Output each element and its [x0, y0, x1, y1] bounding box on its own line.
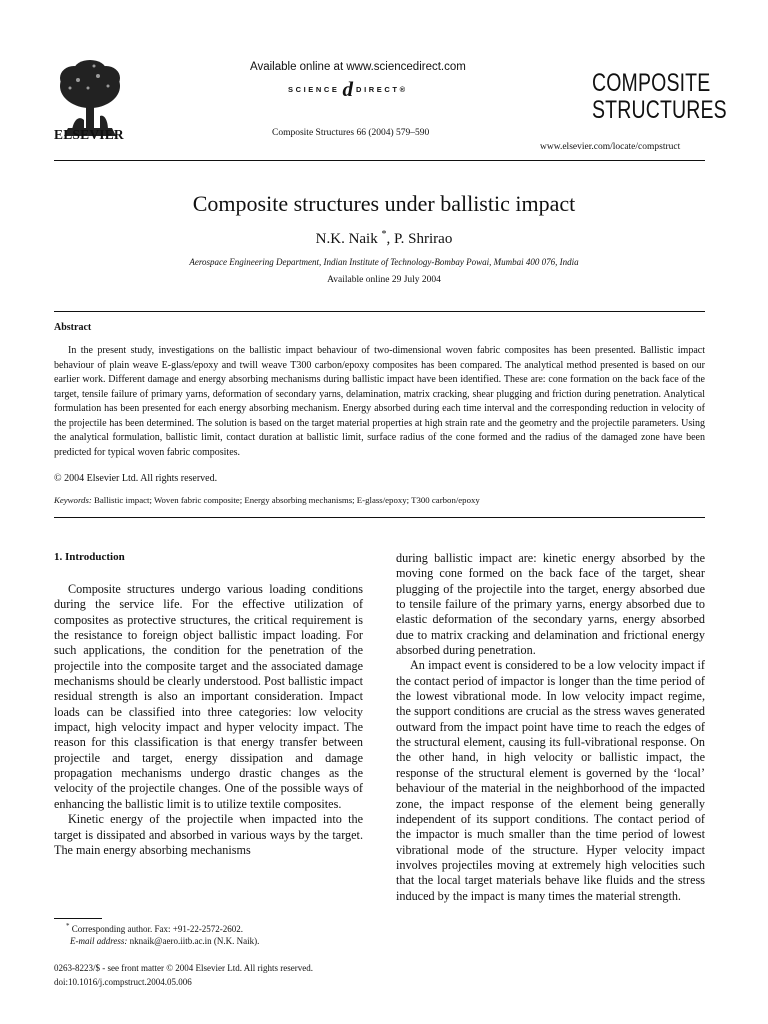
corresponding-author-mark[interactable]: *	[381, 229, 387, 240]
journal-name-line2: STRUCTURES	[592, 96, 727, 124]
journal-logo	[592, 70, 727, 124]
footnote-corresponding-author	[66, 922, 243, 934]
keywords-label: Keywords:	[54, 495, 92, 505]
sciencedirect-left: SCIENCE	[288, 84, 340, 94]
sciencedirect-right: DIRECT®	[356, 84, 408, 94]
author-naik: N.K. Naik	[315, 231, 382, 247]
article-title: Composite structures under ballistic impact	[192, 191, 576, 216]
abstract-divider	[54, 311, 705, 312]
author-affiliation: Aerospace Engineering Department, Indian Institute of Technology-Bombay Powai, Mumbai 400 076, India	[189, 257, 579, 267]
publisher-name: ELSEVIER	[54, 127, 124, 142]
abstract-copyright: © 2004 Elsevier Ltd. All rights reserved.	[54, 473, 218, 484]
keywords	[54, 495, 480, 505]
email-address-link[interactable]: nknaik@aero.iitb.ac.in (N.K. Naik).	[127, 936, 260, 946]
email-label: E-mail address:	[70, 936, 128, 946]
sciencedirect-at-icon: d	[342, 77, 354, 101]
keywords-list: Ballistic impact; Woven fabric composite; Energy absorbing mechanisms; E-glass/epoxy; T300 carbon/epoxy	[91, 495, 480, 505]
available-online-date: Available online 29 July 2004	[327, 275, 441, 285]
journal-citation: Composite Structures 66 (2004) 579–590	[272, 128, 430, 138]
footnote-email	[70, 936, 259, 946]
keywords-divider	[54, 517, 705, 518]
paragraph: An impact event is considered to be a low velocity impact if the contact period of impactor is longer than the time period of the lowest vibrational mode. In low velocity impact regime, the support conditions are crucial as the stress waves generated outward from the impact point have time to reach the edges of the structural element, causing its full-vibrational response. On the other hand, in high velocity or ballistic impact, the response of the structural element is governed by the ‘local’ behaviour of the material in the neighborhood of the impacted zone, the impact response of the element being generally independent of its support conditions. The contact period of the impactor is much smaller than the time period of lowest vibrational mode of the structure. Hyper velocity impact involves projectiles moving at extremely high velocities such that the local target materials behave like fluids and the stress induced by the impact is many times the material strength.	[396, 658, 705, 903]
article-authors	[0, 229, 768, 248]
paragraph: during ballistic impact are: kinetic energy absorbed by the moving cone formed on the back face of the target, shear plugging of the projectile into the target, energy absorbed due to tensile failure of the primary yarns, energy absorbed due to elastic deformation of the secondary yarns, energy absorbed due to matrix cracking and delamination and frictional energy absorbed during penetration.	[396, 551, 705, 658]
left-column	[54, 582, 363, 858]
footnote-mark: *	[66, 922, 70, 930]
section-heading: 1. Introduction	[54, 551, 125, 563]
paragraph: Composite structures undergo various loading conditions during the service life. For the effective utilization of composites as protective structures, the critical requirement is the resistance to foreign object ballistic impact loading. For such applications, the condition for the penetration of the projectile into the composite target and the associated damage mechanisms should be clearly understood. Post ballistic impact residual strength is also an important consideration. Impact loads can be classified into three categories: low velocity impact, high velocity impact and hyper velocity impact. The reason for this classification is that energy transfer between projectile and target, energy dissipation and damage propagation mechanisms undergo drastic changes as the velocity of the projectile changes. One of the possible ways of enhancing the ballistic limit is to utilize textile composites.	[54, 582, 363, 811]
abstract-heading: Abstract	[54, 322, 92, 333]
footnote-text: Corresponding author. Fax: +91-22-2572-2602.	[69, 924, 244, 934]
header-divider	[54, 160, 705, 161]
journal-name-line1: COMPOSITE	[592, 69, 711, 97]
available-online-text[interactable]: Available online at www.sciencedirect.com	[250, 61, 466, 73]
right-column	[396, 551, 705, 904]
sciencedirect-logo	[288, 77, 408, 101]
footnote-divider	[54, 918, 102, 919]
doi-link[interactable]: doi:10.1016/j.compstruct.2004.05.006	[54, 977, 192, 987]
abstract-text: In the present study, investigations on the ballistic impact behaviour of two-dimensional woven fabric composites has been presented. Ballistic impact behaviour of plain weave E-glass/epoxy and twill weave T300 carbon/epoxy composites has been compared. The analytical method presented is based on our earlier work. Different damage and energy absorbing mechanisms during ballistic impact have been identified. These are: cone formation on the back face of the target, tensile failure of primary yarns, deformation of secondary yarns, delamination, matrix cracking, shear plugging and friction during penetration. Analytical formulation has been presented for each energy absorbing mechanism. Energy absorbed during each time interval and the corresponding reduction in velocity of the projectile has been determined. The solution is based on the target material properties at high strain rate and the geometry and the projectile parameters. Using the analytical formulation, ballistic limit, contact duration at ballistic limit, surface radius of the cone formed and the radius of the damaged zone have been predicted for typical woven fabric composites.	[54, 345, 705, 458]
paragraph: Kinetic energy of the projectile when impacted into the target is dissipated and absorbed in various ways by the target. The main energy absorbing mechanisms	[54, 812, 363, 857]
journal-url-link[interactable]: www.elsevier.com/locate/compstruct	[540, 142, 681, 152]
issn-line: 0263-8223/$ - see front matter © 2004 Elsevier Ltd. All rights reserved.	[54, 963, 314, 973]
author-shrirao: , P. Shrirao	[386, 231, 453, 247]
